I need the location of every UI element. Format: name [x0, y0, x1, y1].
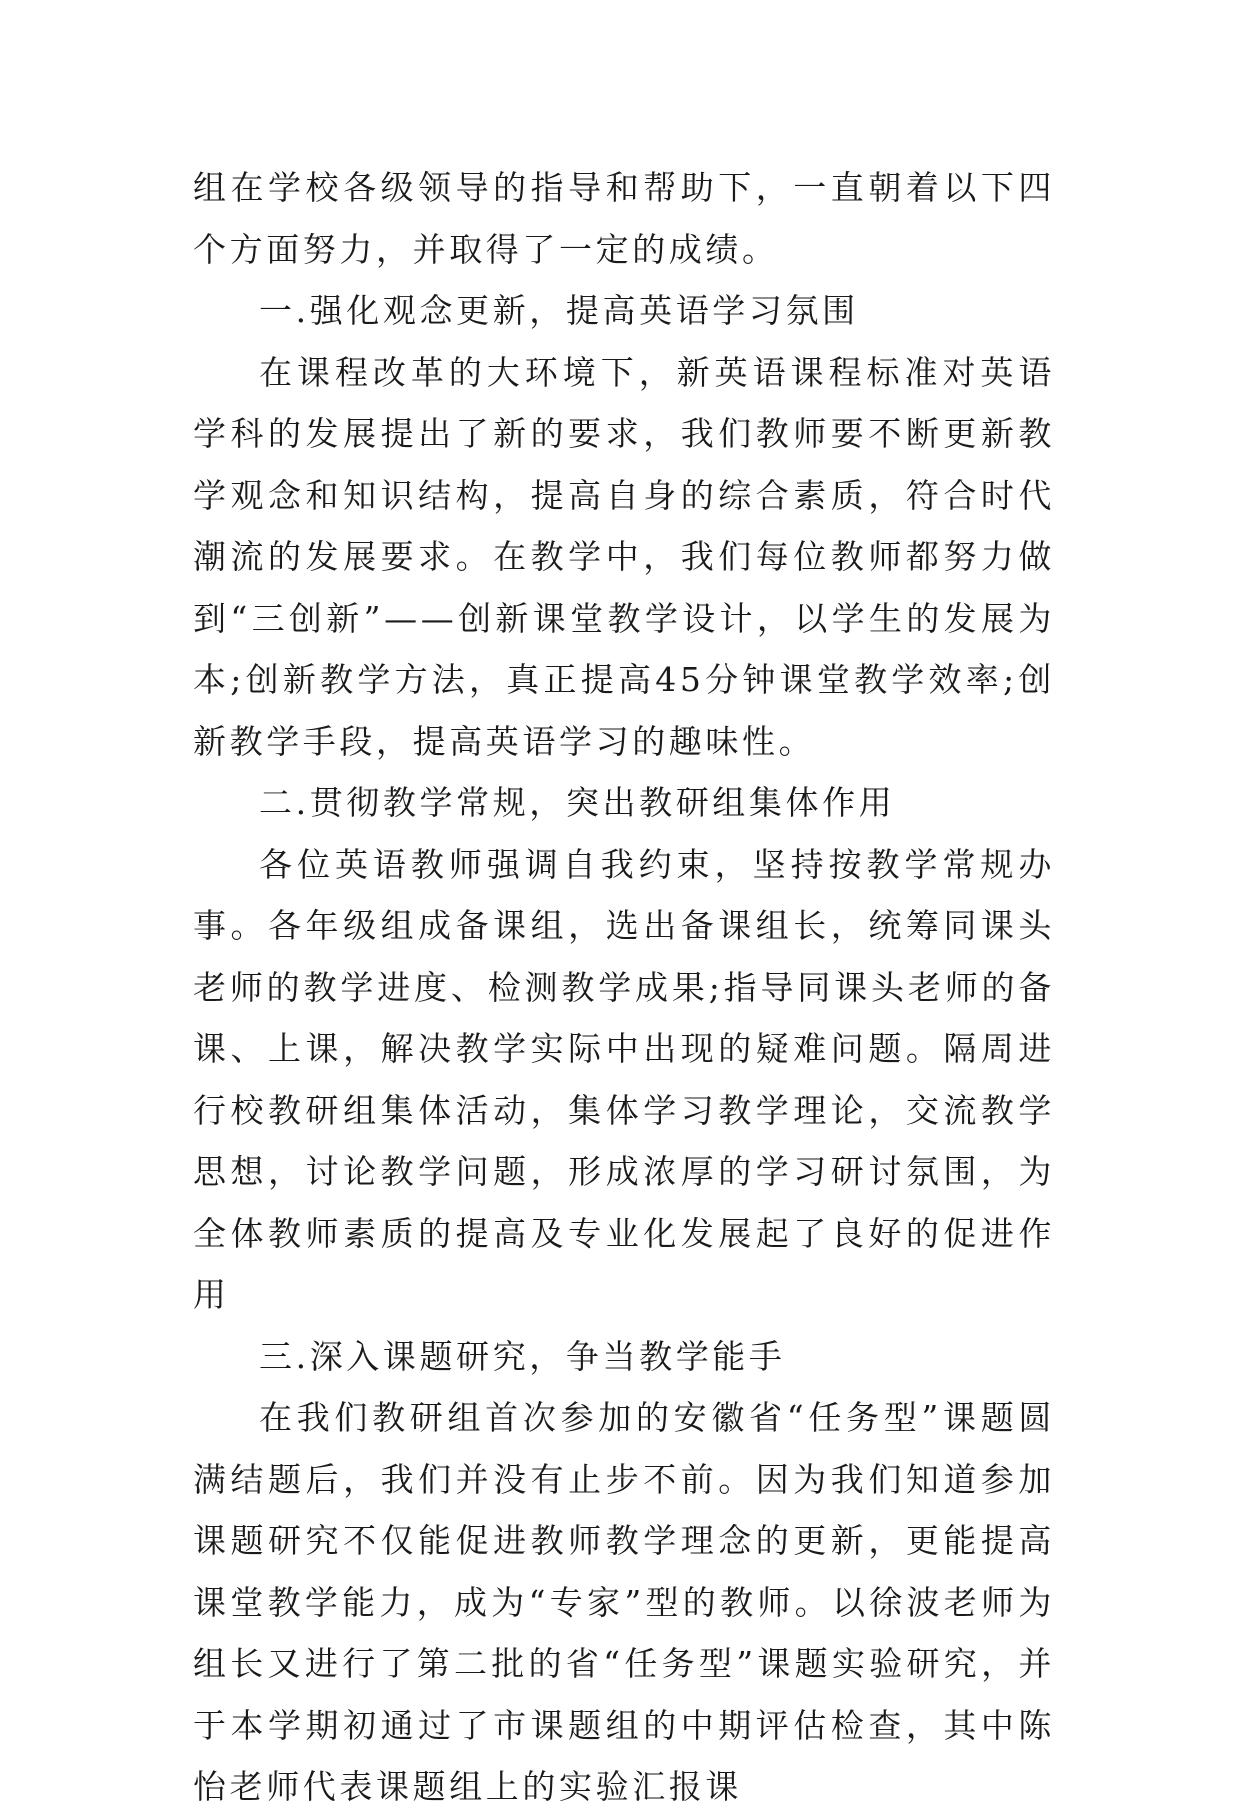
paragraph-curriculum-reform: 在课程改革的大环境下，新英语课程标准对英语学科的发展提出了新的要求，我们教师要不断更新教学观念和知识结构，提高自身的综合素质，符合时代潮流的发展要求。在教学中，我们每位教师都努力做到“三创新”——创新课堂教学设计，以学生的发展为本;创新教学方法，真正提高45分钟课堂教学效率;创新教学手段，提高英语学习的趣味性。 [193, 352, 1055, 761]
document-body [193, 157, 1055, 1818]
section-heading-3: 三.深入课题研究，争当教学能手 [259, 1336, 786, 1376]
paragraph-teaching-routine: 各位英语教师强调自我约束，坚持按教学常规办事。各年级组成备课组，选出备课组长，统筹同课头老师的教学进度、检测教学成果;指导同课头老师的备课、上课，解决教学实际中出现的疑难问题。隔周进行校教研组集体活动，集体学习教学理论，交流教学思想，讨论教学问题，形成浓厚的学习研讨氛围，为全体教师素质的提高及专业化发展起了良好的促进作用 [193, 844, 1055, 1314]
section-heading-2: 二.贯彻教学常规，突出教研组集体作用 [259, 783, 896, 822]
paragraph-continuation: 组在学校各级领导的指导和帮助下，一直朝着以下四个方面努力，并取得了一定的成绩。 [193, 168, 1055, 269]
section-heading-1: 一.强化观念更新，提高英语学习氛围 [259, 291, 859, 330]
paragraph-research-project: 在我们教研组首次参加的安徽省“任务型”课题圆满结题后，我们并没有止步不前。因为我们知道参加课题研究不仅能促进教师教学理念的更新，更能提高课堂教学能力，成为“专家”型的教师。以徐波老师为组长又进行了第二批的省“任务型”课题实验研究，并于本学期初通过了市课题组的中期评估检查，其中陈怡老师代表课题组上的实验汇报课 [193, 1398, 1055, 1806]
